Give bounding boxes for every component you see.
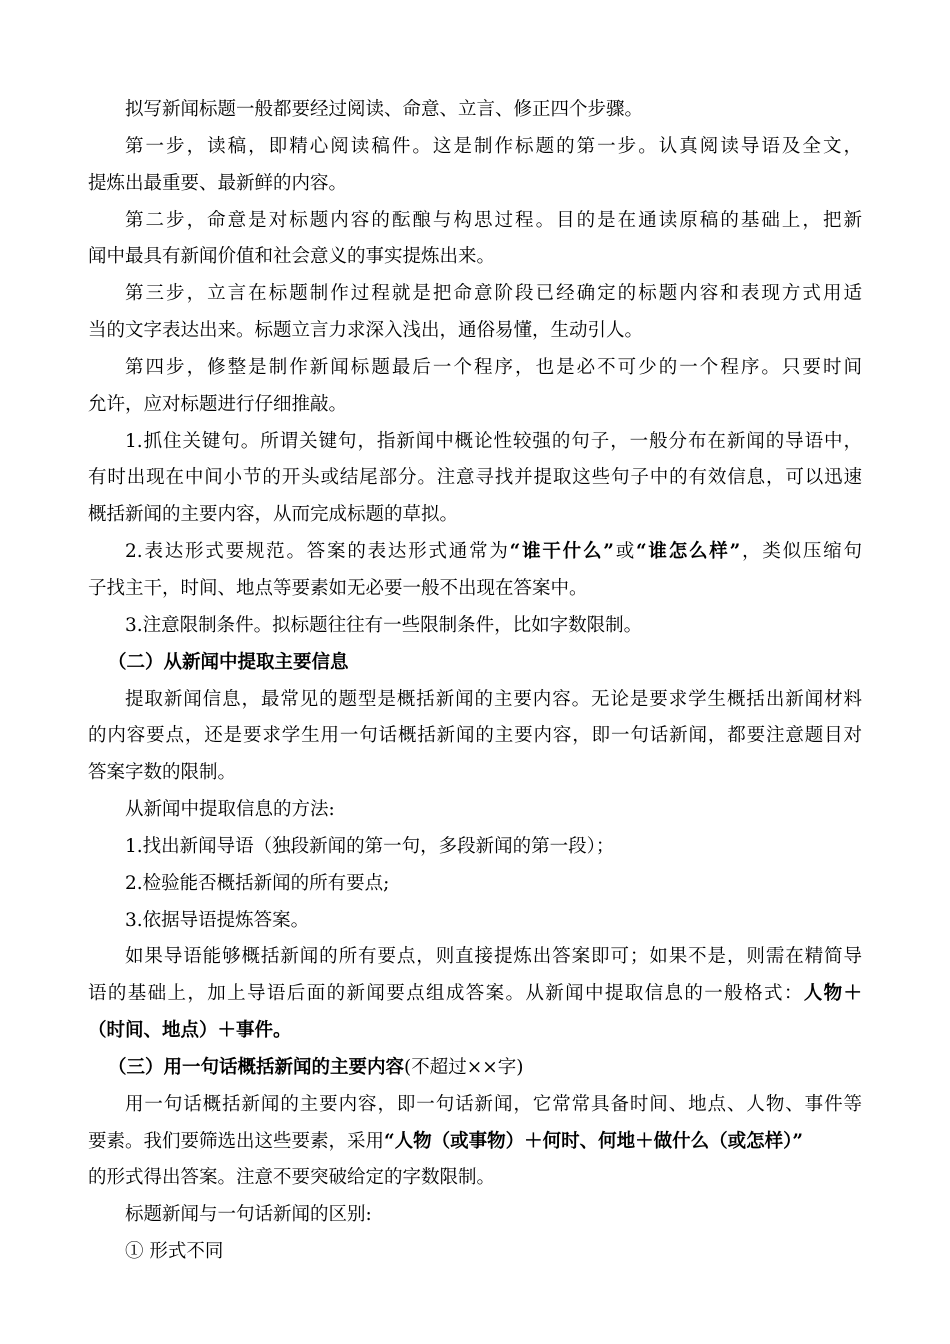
- paragraph-line: [88, 1124, 862, 1161]
- text-run: ，类似压缩句: [740, 541, 862, 563]
- paragraph-line: 标题新闻与一句话新闻的区别:: [125, 1204, 372, 1226]
- paragraph-line: 2.检验能否概括新闻的所有要点;: [125, 872, 390, 894]
- paragraph-line: 有时出现在中间小节的开头或结尾部分。注意寻找并提取这些句子中的有效信息，可以迅速: [88, 467, 862, 489]
- paragraph-line: 从新闻中提取信息的方法:: [125, 799, 335, 821]
- paragraph-line: 如果导语能够概括新闻的所有要点，则直接提炼出答案即可；如果不是，则需在精简导: [125, 946, 862, 968]
- section-heading: （二）从新闻中提取主要信息: [108, 651, 349, 673]
- paragraph-line: 答案字数的限制。: [88, 762, 237, 784]
- paragraph-line: 允许，应对标题进行仔细推敲。: [88, 393, 348, 415]
- bold-text-run: 人物＋: [803, 983, 862, 1005]
- paragraph-line: [88, 534, 862, 571]
- paragraph-line: 概括新闻的主要内容，从而完成标题的草拟。: [88, 504, 459, 526]
- paragraph-line: 用一句话概括新闻的主要内容，即一句话新闻，它常常具备时间、地点、人物、事件等: [125, 1093, 862, 1115]
- paragraph-line: 3.注意限制条件。拟标题往往有一些限制条件，比如字数限制。: [125, 614, 643, 636]
- bold-text-run: “人物（或事物）＋何时、何地＋做什么（或怎样）”: [384, 1130, 804, 1152]
- text-run: 或: [613, 541, 636, 563]
- heading-bold-text: （三）用一句话概括新闻的主要内容: [108, 1056, 405, 1078]
- paragraph-line: 第三步，立言在标题制作过程就是把命意阶段已经确定的标题内容和表现方式用适: [125, 283, 862, 305]
- paragraph-line: 第四步，修整是制作新闻标题最后一个程序，也是必不可少的一个程序。只要时间: [125, 356, 862, 378]
- paragraph-line: 1.抓住关键句。所谓关键句，指新闻中概论性较强的句子，一般分布在新闻的导语中，: [125, 430, 862, 452]
- text-run: 语的基础上，加上导语后面的新闻要点组成答案。从新闻中提取信息的一般格式：: [88, 983, 804, 1005]
- paragraph-line: 拟写新闻标题一般都要经过阅读、命意、立言、修正四个步骤。: [125, 99, 644, 120]
- text-run: 要素。我们要筛选出这些要素，采用: [88, 1130, 385, 1152]
- bold-text-run: “谁干什么”: [509, 541, 614, 563]
- paragraph-line: 第一步，读稿，即精心阅读稿件。这是制作标题的第一步。认真阅读导语及全文，: [125, 135, 862, 157]
- section-heading: [88, 1050, 862, 1087]
- paragraph-line: 当的文字表达出来。标题立言力求深入浅出，通俗易懂，生动引人。: [88, 320, 644, 342]
- paragraph-line: 提炼出最重要、最新鲜的内容。: [88, 172, 348, 194]
- heading-note: (不超过××字): [404, 1056, 524, 1078]
- paragraph-line: 第二步，命意是对标题内容的酝酿与构思过程。目的是在通读原稿的基础上，把新: [125, 209, 862, 231]
- paragraph-line: 3.依据导语提炼答案。: [125, 909, 310, 931]
- paragraph-line: 提取新闻信息，最常见的题型是概括新闻的主要内容。无论是要求学生概括出新闻材料: [125, 688, 862, 710]
- paragraph-line: 1.找出新闻导语（独段新闻的第一句，多段新闻的第一段）；: [125, 835, 615, 857]
- paragraph-line: [88, 976, 862, 1013]
- paragraph-line: 子找主干，时间、地点等要素如无必要一般不出现在答案中。: [88, 577, 588, 599]
- text-run: 2.表达形式要规范。答案的表达形式通常为: [125, 541, 510, 563]
- paragraph-line: ① 形式不同: [125, 1241, 224, 1263]
- paragraph-line: 的形式得出答案。注意不要突破给定的字数限制。: [88, 1167, 496, 1189]
- paragraph-line: [88, 1013, 862, 1050]
- paragraph-line: 闻中最具有新闻价值和社会意义的事实提炼出来。: [88, 246, 496, 268]
- bold-text-run: “谁怎么样”: [636, 541, 741, 563]
- paragraph-line: 的内容要点，还是要求学生用一句话概括新闻的主要内容，即一句话新闻，都要注意题目对: [88, 725, 862, 747]
- bold-text-run: （时间、地点）＋事件。: [88, 1020, 292, 1042]
